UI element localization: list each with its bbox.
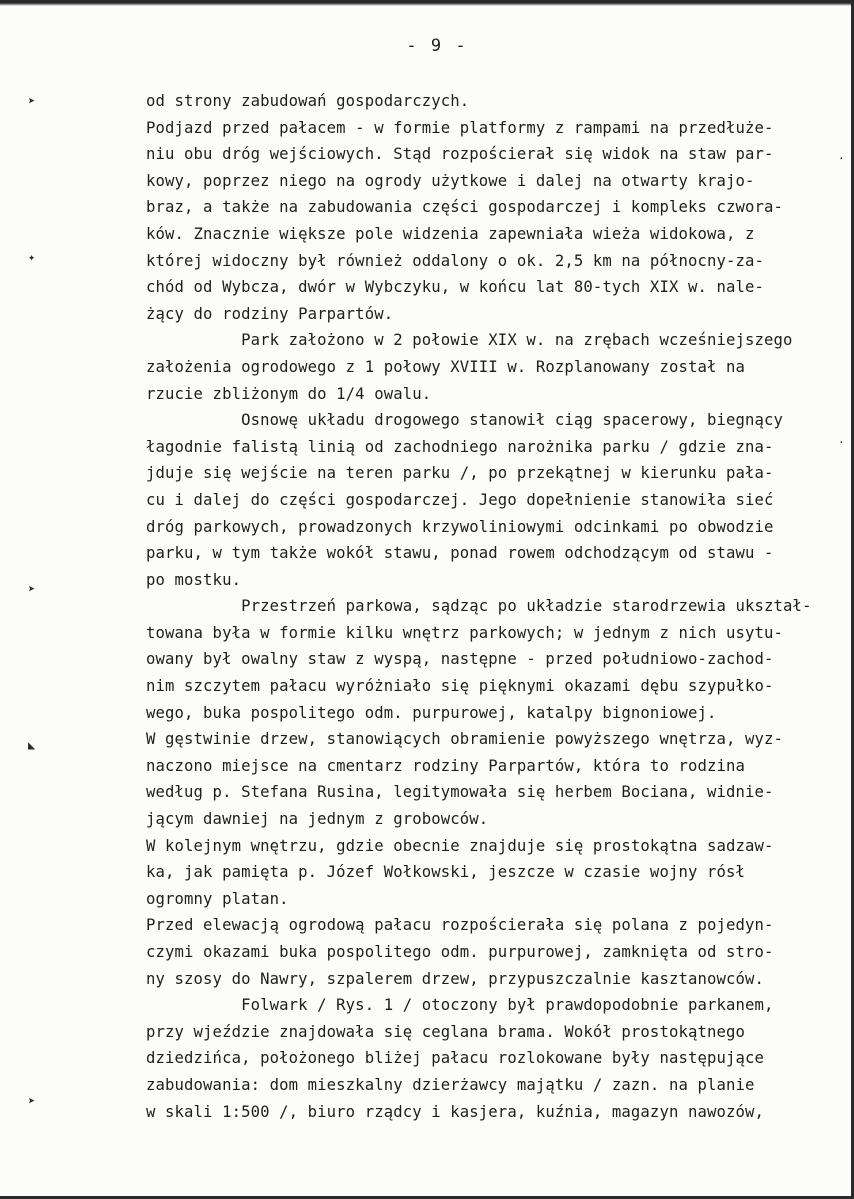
text-line: której widoczny był również oddalony o ok. 2,5 km na północny-za- <box>146 251 765 270</box>
body-text <box>146 88 846 1125</box>
text-line: ogromny platan. <box>146 889 289 908</box>
text-line: Przed elewacją ogrodową pałacu rozpościerała się polana z pojedyn- <box>146 916 774 935</box>
text-line: owany był owalny staw z wyspą, następne - przed południowo-zachod- <box>146 650 774 669</box>
text-line: Podjazd przed pałacem - w formie platformy z rampami na przedłuże- <box>146 118 774 137</box>
punch-mark-icon: ➤ <box>28 582 36 596</box>
page-number: - 9 - <box>406 36 468 56</box>
text-line: według p. Stefana Rusina, legitymowała się herbem Bociana, widnie- <box>146 783 774 802</box>
text-line: założenia ogrodowego z 1 połowy XVIII w. Rozplanowany został na <box>146 357 746 376</box>
text-line: naczono miejsce na cmentarz rodziny Parpartów, która to rodzina <box>146 756 746 775</box>
punch-mark-icon: ✦ <box>28 250 36 264</box>
text-line: ny szosy do Nawry, szpalerem drzew, przypuszczalnie kasztanowców. <box>146 969 765 988</box>
text-line: niu obu dróg wejściowych. Stąd rozpościerał się widok na staw par- <box>146 145 774 164</box>
text-line: rzucie zbliżonym do 1/4 owalu. <box>146 384 432 403</box>
punch-mark-icon: ➤ <box>28 1094 36 1108</box>
text-line: łagodnie falistą linią od zachodniego narożnika parku / gdzie zna- <box>146 437 774 456</box>
text-line: cu i dalej do części gospodarczej. Jego dopełnienie stanowiła sieć <box>146 490 774 509</box>
text-line: żący do rodziny Parpartów. <box>146 304 394 323</box>
text-line: dróg parkowych, prowadzonych krzywoliniowymi odcinkami po obwodzie <box>146 517 774 536</box>
text-line: nim szczytem pałacu wyróżniało się pięknymi okazami dębu szypułko- <box>146 677 774 696</box>
text-line: po mostku. <box>146 570 242 589</box>
text-line: jduje się wejście na teren parku /, po przekątnej w kierunku pała- <box>146 464 774 483</box>
text-line: zabudowania: dom mieszkalny dzierżawcy majątku / zazn. na planie <box>146 1075 755 1094</box>
text-line: chód od Wybcza, dwór w Wybczyku, w końcu lat 80-tych XIX w. nale- <box>146 278 765 297</box>
text-line: ka, jak pamięta p. Józef Wołkowski, jeszcze w czasie wojny rósł <box>146 863 746 882</box>
punch-mark-icon: ◣ <box>28 738 36 752</box>
text-line: jącym dawniej na jednym z grobowców. <box>146 810 489 829</box>
text-line: W gęstwinie drzew, stanowiących obramienie powyższego wnętrza, wyz- <box>146 730 784 749</box>
text-line: towana była w formie kilku wnętrz parkowych; w jednym z nich usytu- <box>146 623 784 642</box>
text-line: ków. Znacznie większe pole widzenia zapewniała wieża widokowa, z <box>146 224 755 243</box>
scan-border-top <box>0 0 854 6</box>
text-line: braz, a także na zabudowania części gospodarczej i kompleks czwora- <box>146 198 784 217</box>
text-line: kowy, poprzez niego na ogrody użytkowe i dalej na otwarty krajo- <box>146 171 755 190</box>
edge-mark-icon: · <box>838 152 845 165</box>
text-line: parku, w tym także wokół stawu, ponad rowem odchodzącym od stawu - <box>146 544 774 563</box>
punch-mark-icon: ➤ <box>28 94 36 108</box>
text-line: czymi okazami buka pospolitego odm. purpurowej, zamknięta od stro- <box>146 943 774 961</box>
text-line: dziedzińca, położonego bliżej pałacu rozlokowane były następujące <box>146 1049 765 1068</box>
text-line: W kolejnym wnętrzu, gdzie obecnie znajduje się prostokątna sadzaw- <box>146 836 774 855</box>
text-line: przy wjeździe znajdowała się ceglana brama. Wokół prostokątnego <box>146 1022 746 1041</box>
text-line: Przestrzeń parkowa, sądząc po układzie starodrzewia ukształ- <box>146 597 812 616</box>
text-line: w skali 1:500 /, biuro rządcy i kasjera, kuźnia, magazyn nawozów, <box>146 1102 765 1121</box>
text-line: Osnowę układu drogowego stanowił ciąg spacerowy, biegnący <box>146 411 784 430</box>
text-line: wego, buka pospolitego odm. purpurowej, katalpy bignoniowej. <box>146 703 717 722</box>
text-line: Park założono w 2 połowie XIX w. na zrębach wcześniejszego <box>146 331 793 350</box>
text-line: Folwark / Rys. 1 / otoczony był prawdopodobnie parkanem, <box>146 996 774 1015</box>
text-line: od strony zabudowań gospodarczych. <box>146 92 470 110</box>
edge-mark-icon: · <box>838 436 845 449</box>
